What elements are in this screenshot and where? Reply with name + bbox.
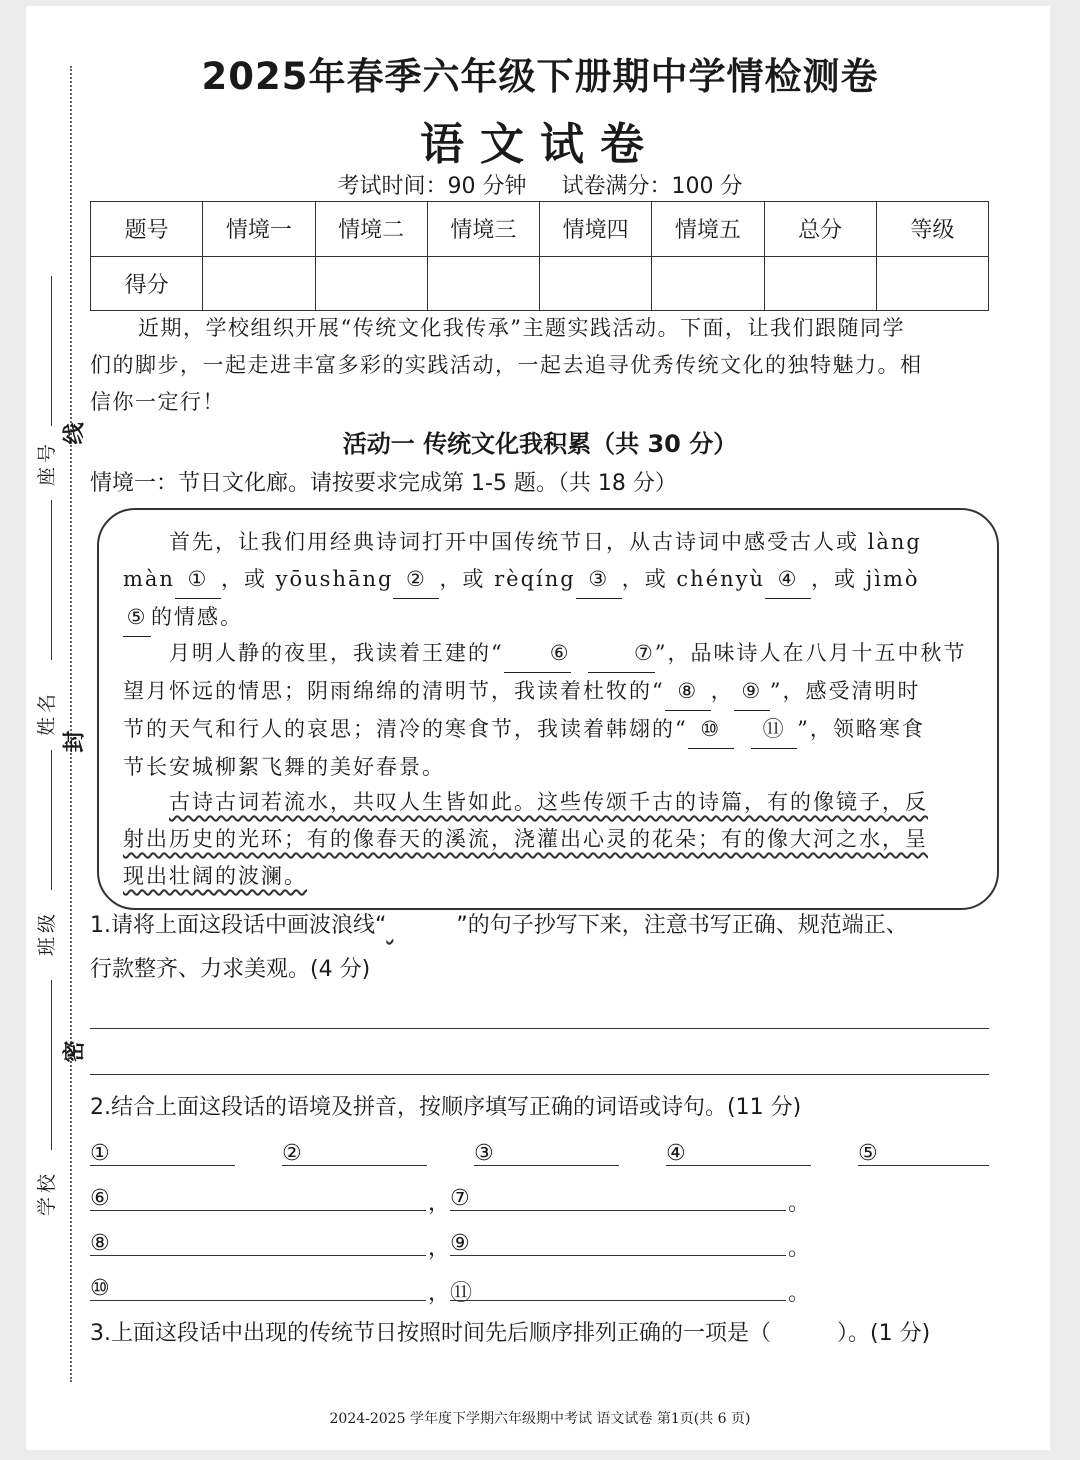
exam-time: 考试时间：90 分钟 <box>337 174 527 199</box>
score-cell[interactable] <box>540 256 652 311</box>
binding-mark-feng: 封 <box>62 730 88 753</box>
passage-line <box>123 784 973 821</box>
answer-line[interactable] <box>90 1028 989 1029</box>
blank-label: ⑩ <box>90 1276 110 1301</box>
passage-line: 首先，让我们用经典诗词打开中国传统节日，从古诗词中感受古人或 làng <box>169 530 922 554</box>
score-cell[interactable] <box>652 256 764 311</box>
score-header-cell: 情境一 <box>203 202 315 257</box>
answer-blank[interactable] <box>474 1165 619 1166</box>
intro-paragraph <box>90 310 995 421</box>
passage-line <box>123 635 973 673</box>
answer-blank[interactable] <box>90 1210 426 1211</box>
score-header-cell: 情境二 <box>315 202 427 257</box>
answer-blank[interactable] <box>282 1165 427 1166</box>
blank-1: ① <box>175 561 221 599</box>
score-cell[interactable] <box>427 256 539 311</box>
blank-4: ④ <box>765 561 811 599</box>
passage-text: ”，感受清明时 <box>769 679 921 703</box>
blank-label: ⑤ <box>858 1141 878 1166</box>
activity-heading: 活动一 传统文化我积累（共 30 分） <box>342 430 738 458</box>
score-header-cell: 总分 <box>764 202 876 257</box>
answer-blank[interactable] <box>858 1165 989 1166</box>
blank-3: ③ <box>576 561 622 599</box>
blank-label: ⑨ <box>450 1231 470 1256</box>
blank-5: ⑤ <box>123 599 151 637</box>
pinyin-text: ，或 jìmò <box>811 567 920 591</box>
subject-title: 语文试卷 <box>420 119 660 170</box>
passage-line <box>123 561 973 599</box>
wavy-sentence: 古诗古词若流水，共叹人生皆如此。这些传颂千古的诗篇，有的像镜子，反 <box>169 790 928 814</box>
score-cell[interactable] <box>315 256 427 311</box>
question-text: 1.请将上面这段话中画波浪线“ <box>90 913 387 938</box>
score-header-cell: 等级 <box>876 202 988 257</box>
passage-line <box>123 711 973 749</box>
question-1 <box>90 904 995 948</box>
binding-dotted-line <box>70 66 72 1382</box>
binding-mark-xian: 线 <box>62 422 88 445</box>
blank-11: ⑪ <box>751 711 797 749</box>
question-1-cont: 行款整齐、力求美观。(4 分) <box>90 957 371 982</box>
answer-blank[interactable] <box>450 1300 786 1301</box>
score-cell[interactable] <box>203 256 315 311</box>
answer-blank[interactable] <box>90 1300 426 1301</box>
blank-label: ② <box>282 1141 302 1166</box>
passage-paragraph-3 <box>123 784 973 895</box>
blank-10: ⑩ <box>688 711 734 749</box>
wavy-sentence: 现出壮阔的波澜。 <box>123 864 307 888</box>
comma: ， <box>428 1236 451 1261</box>
blank-label: ⑧ <box>90 1231 110 1256</box>
blank-label: ③ <box>474 1141 494 1166</box>
school-line <box>51 980 52 1150</box>
blank-7: ⑦ <box>588 635 655 673</box>
wavy-sentence: 射出历史的光环；有的像春天的溪流，浇灌出心灵的花朵；有的像大河之水，呈 <box>123 827 928 851</box>
blank-9: ⑨ <box>734 673 770 711</box>
full-score: 试卷满分：100 分 <box>561 174 743 199</box>
score-row-label: 得分 <box>91 256 203 311</box>
exam-info <box>0 169 1080 200</box>
passage-text: ”，领略寒食 <box>797 717 925 741</box>
passage-paragraph-2 <box>123 635 973 786</box>
answer-blank[interactable] <box>450 1255 786 1256</box>
binding-mark-mi: 密 <box>62 1040 88 1063</box>
answer-line[interactable] <box>90 1074 989 1075</box>
passage-line: 节长安城柳絮飞舞的美好春景。 <box>123 755 445 779</box>
passage-line <box>123 599 973 637</box>
passage-line <box>123 673 973 711</box>
wavy-line-sample <box>386 904 456 948</box>
intro-line: 们的脚步，一起走进丰富多彩的实践活动，一起去追寻优秀传统文化的独特魅力。相 <box>90 353 923 377</box>
question-text: ”的句子抄写下来，注意书写正确、规范端正、 <box>456 913 908 938</box>
name-line <box>51 500 52 660</box>
passage-text: ， <box>710 679 734 703</box>
blank-label: ⑥ <box>90 1186 110 1211</box>
seat-line <box>51 276 52 426</box>
score-cell[interactable] <box>876 256 988 311</box>
question-3: 3.上面这段话中出现的传统节日按照时间先后顺序排列正确的一项是（ ）。(1 分) <box>90 1321 931 1346</box>
answer-blank[interactable] <box>450 1210 786 1211</box>
class-line <box>51 750 52 890</box>
comma: ， <box>428 1191 451 1216</box>
blank-label: ④ <box>666 1141 686 1166</box>
blank-2: ② <box>393 561 439 599</box>
answer-blank[interactable] <box>666 1165 811 1166</box>
score-header-cell: 题号 <box>91 202 203 257</box>
score-header-cell: 情境四 <box>540 202 652 257</box>
score-table-header-row <box>91 202 989 257</box>
pinyin-text: ，或 chényù <box>621 567 766 591</box>
scene-heading: 情境一：节日文化廊。请按要求完成第 1-5 题。（共 18 分） <box>90 471 677 496</box>
blank-6: ⑥ <box>504 635 571 673</box>
score-table <box>90 201 989 311</box>
comma: ， <box>428 1281 451 1306</box>
blank-label: ⑪ <box>450 1281 473 1306</box>
blank-label: ⑦ <box>450 1186 470 1211</box>
answer-blank[interactable] <box>90 1255 426 1256</box>
period: 。 <box>788 1236 811 1261</box>
period: 。 <box>788 1281 811 1306</box>
passage-text: 月明人静的夜里，我读着王建的“ <box>169 641 504 665</box>
score-cell[interactable] <box>764 256 876 311</box>
answer-blank[interactable] <box>90 1165 235 1166</box>
question-2: 2.结合上面这段话的语境及拼音，按顺序填写正确的词语或诗句。(11 分) <box>90 1095 802 1120</box>
passage-line <box>123 858 973 895</box>
score-header-cell: 情境三 <box>427 202 539 257</box>
passage-text: ”，品味诗人在八月十五中秋节 <box>654 641 967 665</box>
score-table-score-row <box>91 256 989 311</box>
passage-text: 望月怀远的情思；阴雨绵绵的清明节，我读着杜牧的“ <box>123 679 665 703</box>
intro-line: 近期，学校组织开展“传统文化我传承”主题实践活动。下面，让我们跟随同学 <box>138 316 905 340</box>
blank-label: ① <box>90 1141 110 1166</box>
period: 。 <box>788 1191 811 1216</box>
intro-line: 信你一定行！ <box>90 390 225 414</box>
blank-8: ⑧ <box>665 673 711 711</box>
page-footer: 2024-2025 学年度下学期六年级期中考试 语文试卷 第1页(共 6 页) <box>329 1411 751 1427</box>
passage-paragraph-1 <box>123 524 973 637</box>
passage-text: 节的天气和行人的哀思；清冷的寒食节，我读着韩翃的“ <box>123 717 688 741</box>
passage-line <box>123 821 973 858</box>
passage-text: 的情感。 <box>151 605 243 629</box>
exam-title: 2025年春季六年级下册期中学情检测卷 <box>201 55 879 98</box>
pinyin-text: ，或 yōushāng <box>220 567 394 591</box>
pinyin-text: ，或 rèqíng <box>439 567 576 591</box>
score-header-cell: 情境五 <box>652 202 764 257</box>
pinyin-text: màn <box>123 567 175 591</box>
